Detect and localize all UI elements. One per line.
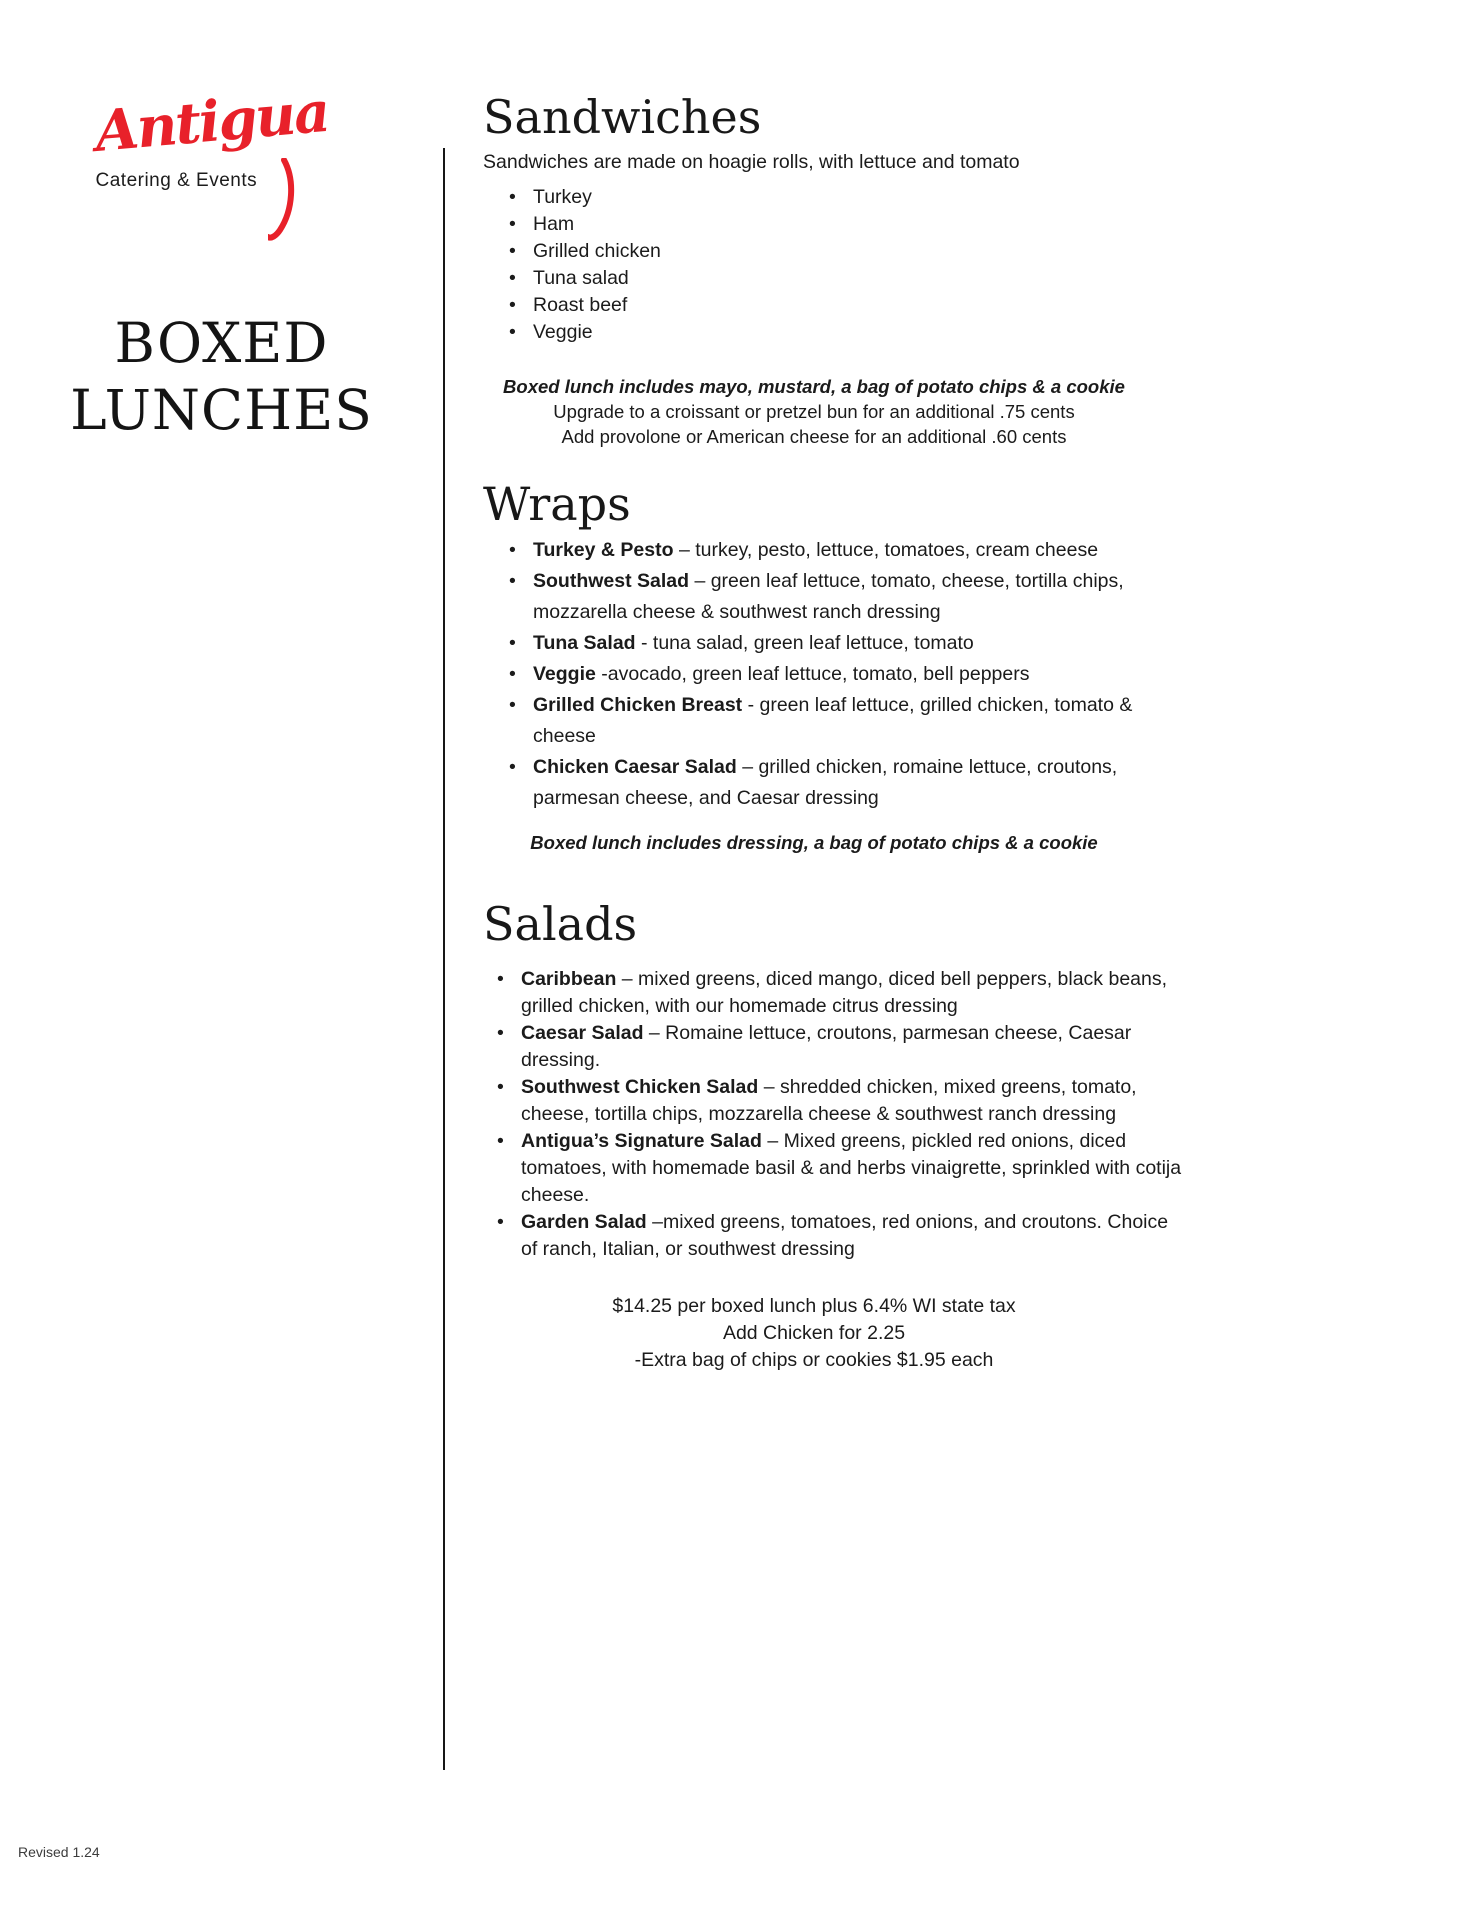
menu-item-name: Antigua’s Signature Salad xyxy=(521,1129,762,1152)
menu-item-desc: - tuna salad, green leaf lettuce, tomato xyxy=(635,632,974,655)
menu-item-desc: – green leaf lettuce, tomato, cheese, tortilla chips, mozzarella cheese & southwest ranch dressing xyxy=(533,570,1124,624)
menu-item xyxy=(507,752,1189,814)
menu-item xyxy=(507,690,1189,752)
menu-item-desc: -avocado, green leaf lettuce, tomato, bell peppers xyxy=(595,663,1030,686)
pricing-line: Add Chicken for 2.25 xyxy=(722,1321,906,1344)
menu-item xyxy=(495,966,1189,1020)
menu-item-name: Garden Salad xyxy=(521,1210,647,1233)
menu-item-desc: –mixed greens, tomatoes, red onions, and croutons. Choice of ranch, Italian, or southwest dressing xyxy=(521,1210,1169,1260)
brand-tagline: Catering & Events xyxy=(95,169,258,191)
pricing-line: -Extra bag of chips or cookies $1.95 each xyxy=(634,1348,994,1371)
brand-logo xyxy=(92,78,348,192)
left-column xyxy=(0,0,443,444)
menu-item xyxy=(507,659,1189,690)
section-notes xyxy=(483,830,1145,855)
menu-item-desc: – mixed greens, diced mango, diced bell peppers, black beans, grilled chicken, with our homemade citrus dressing xyxy=(521,967,1168,1017)
menu-item xyxy=(495,1020,1189,1074)
menu-item: • Ham xyxy=(507,211,1189,238)
section-salads xyxy=(483,899,1189,1263)
menu-item xyxy=(507,535,1189,566)
menu-item: • Tuna salad xyxy=(507,265,1189,292)
logo-flourish-icon xyxy=(268,158,302,244)
menu-item: • Veggie xyxy=(507,319,1189,346)
menu-item: • Roast beef xyxy=(507,292,1189,319)
brand-name: Antigua xyxy=(92,78,331,165)
menu-item-name: Southwest Chicken Salad xyxy=(521,1075,759,1098)
note-line: Upgrade to a croissant or pretzel bun for an additional .75 cents xyxy=(553,400,1075,422)
menu-item xyxy=(495,1209,1189,1263)
menu-item-name: Caesar Salad xyxy=(521,1021,644,1044)
menu-item-name: Grilled Chicken Breast xyxy=(533,694,743,717)
page-title xyxy=(0,310,443,444)
menu-item xyxy=(495,1074,1189,1128)
page-title-line2: LUNCHES xyxy=(70,377,373,442)
pricing-line: $14.25 per boxed lunch plus 6.4% WI state tax xyxy=(612,1294,1016,1317)
menu-item-name: Chicken Caesar Salad xyxy=(533,756,737,779)
menu-item-desc: – Mixed greens, pickled red onions, diced tomatoes, with homemade basil & and herbs vinaigrette, sprinkled with cotija cheese. xyxy=(521,1129,1182,1206)
section-sandwiches xyxy=(483,92,1189,449)
menu-item-name: Turkey & Pesto xyxy=(533,539,674,562)
section-notes xyxy=(483,374,1145,449)
menu-item-name: Southwest Salad xyxy=(533,570,690,593)
note-line: Add provolone or American cheese for an additional .60 cents xyxy=(561,425,1067,447)
menu-item xyxy=(507,628,1189,659)
section-title: Sandwiches xyxy=(483,90,762,144)
revision-note: Revised 1.24 xyxy=(18,1844,100,1860)
menu-item xyxy=(495,1128,1189,1209)
section-title: Wraps xyxy=(483,476,631,531)
pricing-block xyxy=(483,1293,1145,1374)
menu-item-desc: – turkey, pesto, lettuce, tomatoes, cream cheese xyxy=(673,539,1099,562)
menu-item-desc: – shredded chicken, mixed greens, tomato, cheese, tortilla chips, mozzarella cheese & southwest ranch dressing xyxy=(521,1075,1137,1125)
menu-item-desc: – grilled chicken, romaine lettuce, croutons, parmesan cheese, and Caesar dressing xyxy=(533,756,1118,810)
menu-item: • Turkey xyxy=(507,184,1189,211)
menu-list xyxy=(483,966,1189,1263)
section-intro: Sandwiches are made on hoagie rolls, with lettuce and tomato xyxy=(483,150,1020,173)
section-title: Salads xyxy=(483,897,638,952)
note-line: Boxed lunch includes mayo, mustard, a bag of potato chips & a cookie xyxy=(503,375,1125,397)
menu-item-desc: – Romaine lettuce, croutons, parmesan cheese, Caesar dressing. xyxy=(521,1021,1132,1071)
menu-item-name: Caribbean xyxy=(521,967,617,990)
menu-item xyxy=(507,566,1189,628)
menu-item-desc: - green leaf lettuce, grilled chicken, tomato & cheese xyxy=(533,694,1133,748)
note-line: Boxed lunch includes dressing, a bag of potato chips & a cookie xyxy=(530,832,1098,854)
vertical-divider xyxy=(443,148,445,1770)
section-wraps xyxy=(483,476,1189,856)
menu-sections xyxy=(483,0,1189,1374)
menu-list xyxy=(483,535,1189,814)
menu-item-name: Veggie xyxy=(533,663,596,686)
menu-item: • Grilled chicken xyxy=(507,238,1189,265)
menu-list xyxy=(483,184,1189,346)
page-title-line1: BOXED xyxy=(114,310,329,375)
menu-item-name: Tuna Salad xyxy=(533,632,636,655)
